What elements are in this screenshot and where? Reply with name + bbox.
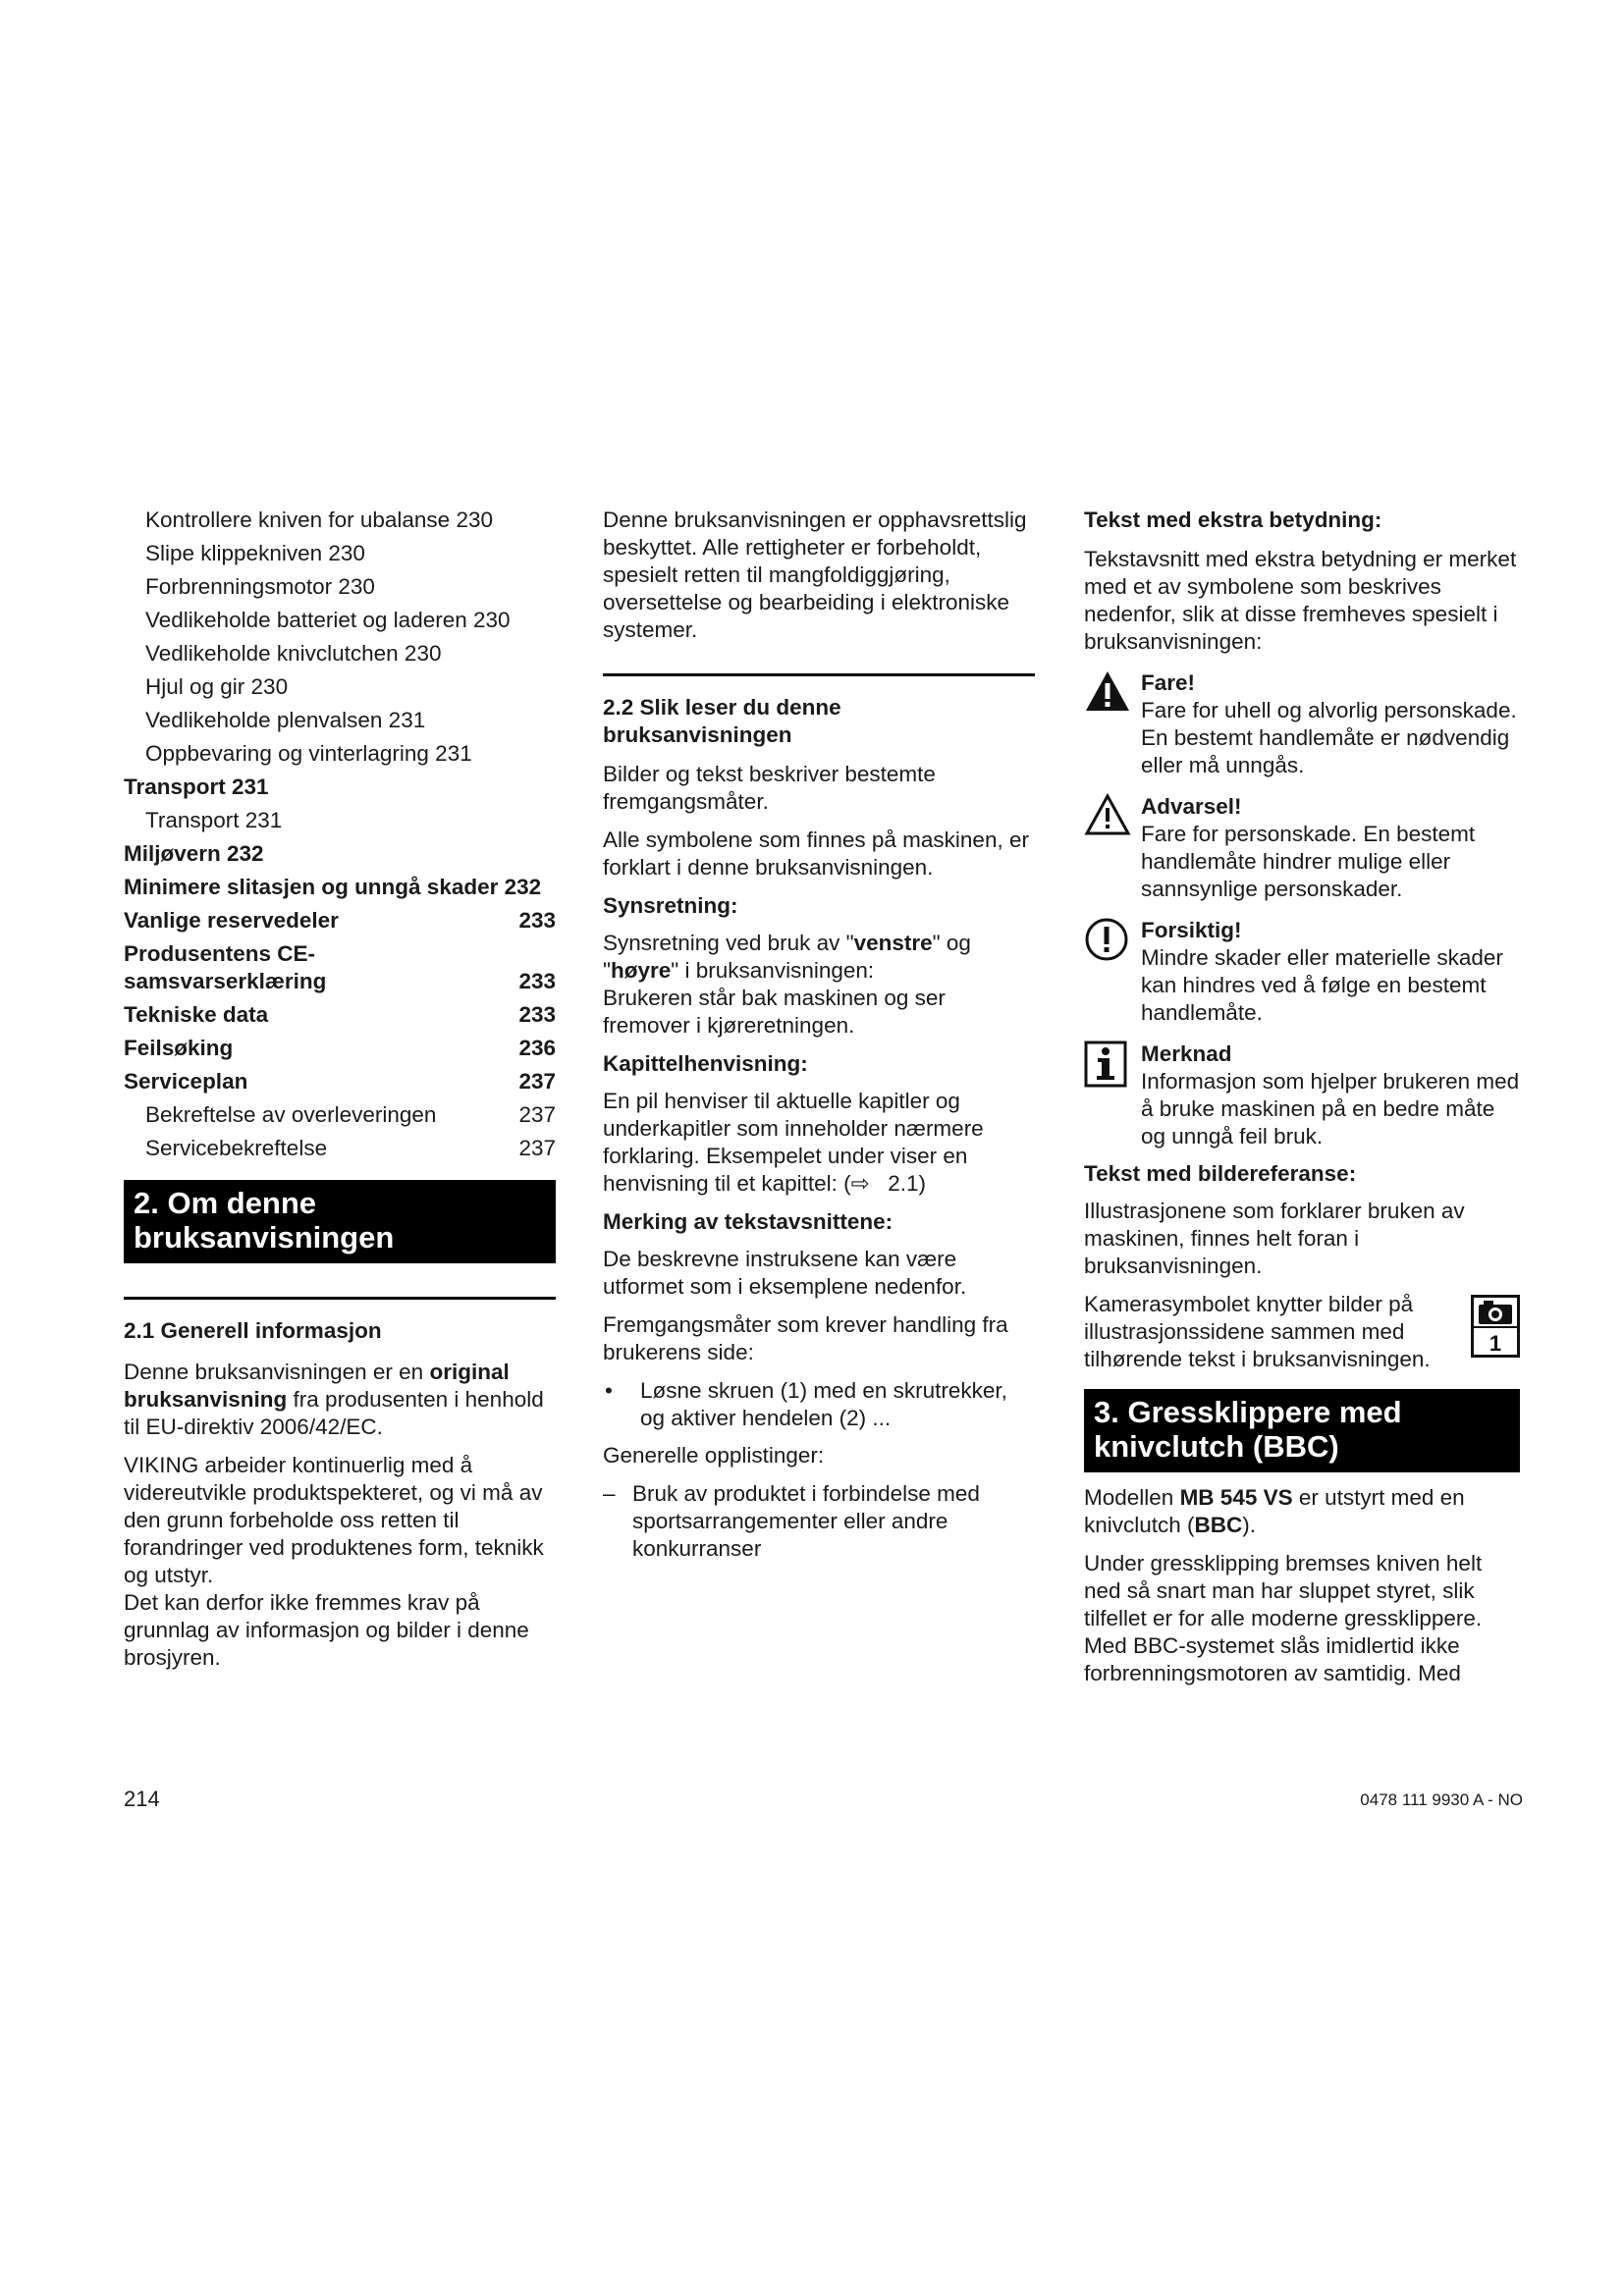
notice-advarsel [1084,793,1520,903]
camera-reference [1084,1291,1520,1373]
column-right [1084,507,1520,1687]
toc-entry [124,840,556,874]
table-of-contents [124,507,556,1168]
paragraph-opplistinger: Generelle opplistinger: [603,1443,825,1468]
notice-title: Merknad [1141,1041,1232,1066]
paragraph-synsretning: Synsretning ved bruk av "venstre" og "høyre" i bruksanvisningen: Brukeren står bak maskinen og ser fremover i kjøreretningen. [603,931,971,1038]
notice-merknad [1084,1041,1520,1150]
toc-entry-label: Feilsøking [124,1036,234,1060]
toc-entry-page: 237 [518,1136,556,1160]
toc-entry-page: 236 [518,1036,556,1060]
toc-entry-label: Kontrollere kniven for ubalanse 230 [145,507,493,532]
toc-entry-label: Forbrenningsmotor 230 [145,574,375,599]
notice-text: Fare for uhell og alvorlig personskade. En bestemt handlemåte er nødvendig eller må unngås. [1141,698,1517,777]
toc-entry-label: Transport 231 [145,808,283,832]
section-rule [603,673,1035,676]
toc-entry-label: Servicebekreftelse [145,1136,328,1160]
paragraph-copyright: Denne bruksanvisningen er opphavsrettslig beskyttet. Alle rettigheter er forbeholdt, spesielt retten til mangfoldiggjøring, oversettelse og bearbeiding i elektroniske systemer. [603,507,1027,642]
section-rule [124,1297,556,1300]
toc-entry-label: Vanlige reservedeler [124,908,339,933]
toc-entry [124,907,556,940]
toc-entry-label: Serviceplan [124,1069,248,1094]
toc-entry [124,940,556,1001]
paragraph-illustrasjoner: Illustrasjonene som forklarer bruken av maskinen, finnes helt foran i bruksanvisningen. [1084,1199,1465,1278]
paragraph-symbolene: Alle symbolene som finnes på maskinen, er forklart i denne bruksanvisningen. [603,828,1029,880]
dash-icon: – [603,1481,616,1506]
toc-entry-page: 233 [518,908,556,933]
section-2-1-title: 2.1 Generell informasjon [124,1318,382,1343]
notice-text: Fare for personskade. En bestemt handlemåte hindrer mulige eller sannsynlige personskader. [1141,822,1476,901]
camera-number: 1 [1489,1331,1502,1356]
paragraph-krav: Det kan derfor ikke fremmes krav på grunnlag av informasjon og bilder i denne brosjyren. [124,1590,529,1670]
toc-entry [124,1135,556,1168]
merking-title: Merking av tekstavsnittene: [603,1209,893,1234]
toc-entry-page: 237 [518,1102,556,1127]
toc-entry [124,673,556,707]
toc-entry-label: Tekniske data [124,1002,269,1027]
synsretning-title: Synsretning: [603,893,738,918]
toc-entry [124,1068,556,1101]
notice-text: Mindre skader eller materielle skader kan hindres ved å følge en bestemt handlemåte. [1141,945,1503,1025]
section-2-2-title: 2.2 Slik leser du denne bruksanvisningen [603,695,841,747]
toc-entry [124,607,556,640]
toc-entry [124,1001,556,1035]
bullet-item: • Løsne skruen (1) med en skrutrekker, og aktiver hendelen (2) ... [605,1378,1007,1430]
notice-forsiktig [1084,917,1520,1027]
toc-entry-label: Oppbevaring og vinterlagring 231 [145,741,472,766]
paragraph-bbc: Under gressklipping bremses kniven helt ned så snart man har sluppet styret, slik tilfellet er for alle moderne gressklippere. Med BBC-systemet slås imidlertid ikke forbrenningsmotoren av samtidig. Med [1084,1551,1483,1685]
toc-entry [124,540,556,573]
toc-entry [124,807,556,840]
paragraph-ekstra-intro: Tekstavsnitt med ekstra betydning er merket med et av symbolene som beskrives nedenfor, slik at disse fremheves spesielt i bruksanvisningen: [1084,547,1517,654]
bullet-icon: • [605,1378,613,1403]
paragraph-kamera: Kamerasymbolet knytter bilder på illustrasjonssidene sammen med tilhørende tekst i bruksanvisningen. [1084,1292,1431,1371]
toc-entry-label: Vedlikeholde knivclutchen 230 [145,641,442,666]
toc-entry [124,640,556,673]
warning-triangle-icon [1084,793,1131,836]
toc-entry-label: Produsentens CE-samsvarserklæring [124,941,327,993]
toc-entry [124,874,556,907]
dash-item: – Bruk av produktet i forbindelse med sportsarrangementer eller andre konkurranser [603,1481,980,1561]
ekstra-title: Tekst med ekstra betydning: [1084,507,1382,532]
arrow-right-icon: ⇨ [850,1171,870,1196]
toc-entry [124,573,556,607]
paragraph-instrukser: De beskrevne instruksene kan være utformet som i eksemplene nedenfor. [603,1247,967,1299]
paragraph-original: Denne bruksanvisningen er en original bruksanvisning fra produsenten i henhold til EU-direktiv 2006/42/EC. [124,1360,544,1439]
toc-entry [124,507,556,540]
section-2-heading: 2. Om denne bruksanvisningen [124,1180,556,1263]
notice-title: Advarsel! [1141,794,1242,819]
caution-circle-icon [1084,917,1129,962]
toc-entry [124,774,556,807]
paragraph-fremgangsmater: Fremgangsmåter som krever handling fra brukerens side: [603,1312,1008,1364]
toc-entry-label: Miljøvern 232 [124,841,264,866]
toc-entry [124,707,556,740]
toc-entry-label: Vedlikeholde plenvalsen 231 [145,708,426,732]
toc-entry-page: 233 [518,1002,556,1027]
page-number: 214 [124,1787,160,1811]
toc-entry-page: 233 [518,969,556,993]
toc-entry [124,1101,556,1135]
info-icon [1084,1041,1127,1088]
toc-entry-label: Transport 231 [124,774,269,799]
danger-triangle-icon [1084,669,1131,713]
column-middle [603,507,1035,1563]
notice-title: Forsiktig! [1141,918,1242,942]
paragraph-modell: Modellen MB 545 VS er utstyrt med en knivclutch (BBC). [1084,1485,1465,1537]
camera-icon [1471,1295,1520,1358]
notice-title: Fare! [1141,670,1196,695]
section-3-heading: 3. Gressklippere med knivclutch (BBC) [1084,1389,1520,1472]
toc-entry-label: Hjul og gir 230 [145,674,289,699]
notice-text: Informasjon som hjelper brukeren med å bruke maskinen på en bedre måte og unngå feil bruk. [1141,1069,1520,1148]
notice-fare [1084,669,1520,779]
document-code: 0478 111 9930 A - NO [1360,1790,1523,1809]
toc-entry-label: Minimere slitasjen og unngå skader 232 [124,875,542,899]
toc-entry-page: 237 [518,1069,556,1094]
paragraph-kapittel: En pil henviser til aktuelle kapitler og underkapitler som inneholder nærmere forklaring. Eksempelet under viser en henvisning til et kapittel: (⇨ 2.1) [603,1089,984,1196]
toc-entry-label: Bekreftelse av overleveringen [145,1102,437,1127]
toc-entry-label: Slipe klippekniven 230 [145,541,365,565]
toc-entry-label: Vedlikeholde batteriet og laderen 230 [145,608,511,632]
bilde-title: Tekst med bildereferanse: [1084,1161,1357,1186]
toc-entry [124,740,556,774]
toc-entry [124,1035,556,1068]
paragraph-bilder: Bilder og tekst beskriver bestemte fremgangsmåter. [603,762,936,814]
kapittel-title: Kapittelhenvisning: [603,1051,808,1076]
paragraph-viking: VIKING arbeider kontinuerlig med å videreutvikle produktspekteret, og vi må av den grunn forbeholde oss retten til forandringer ved produktenes form, teknikk og utstyr. [124,1453,544,1587]
column-left [124,507,556,1672]
